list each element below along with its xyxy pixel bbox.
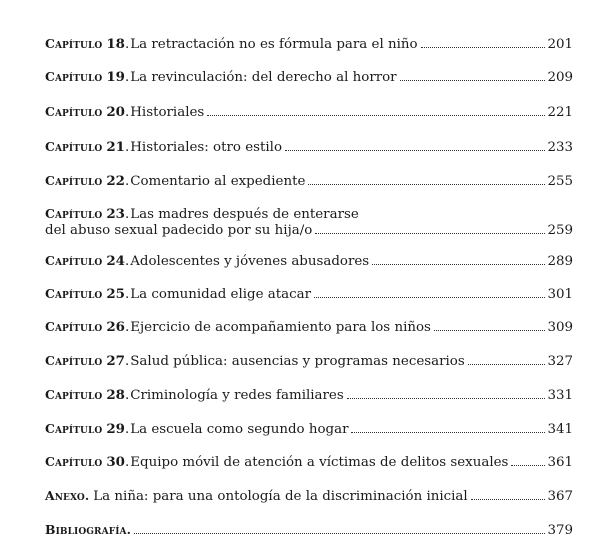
toc-entry-label: Anexo.: [45, 488, 90, 503]
dot-leader: [285, 150, 545, 151]
toc-entry-number: 22: [106, 173, 125, 189]
toc-entry-label: Capítulo: [45, 421, 103, 436]
toc-entry-chapter-30[interactable]: Capítulo 30 . Equipo móvil de atención a víctimas de delitos sexuales 361: [45, 454, 573, 470]
dot-leader: [468, 364, 546, 365]
toc-entry-title: Criminología y redes familiares: [130, 388, 344, 403]
toc-entry-label: Capítulo: [45, 387, 103, 402]
dot-leader: [434, 330, 546, 331]
toc-entry-label: Bibliografía.: [45, 522, 132, 537]
toc-entry-chapter-19[interactable]: Capítulo 19 . La revinculación: del derecho al horror 209: [45, 69, 573, 85]
toc-entry-label: Capítulo: [45, 104, 103, 119]
toc-entry-label: Capítulo: [45, 454, 103, 469]
dot-leader: [471, 499, 546, 500]
toc-entry-page: 233: [547, 140, 573, 155]
toc-entry-chapter-27[interactable]: Capítulo 27 . Salud pública: ausencias y programas necesarios 327: [45, 353, 573, 369]
toc-entry-title: La niña: para una ontología de la discriminación inicial: [93, 489, 468, 504]
toc-entry-chapter-20[interactable]: Capítulo 20 . Historiales 221: [45, 104, 573, 120]
toc-entry-title: Historiales: otro estilo: [130, 140, 283, 155]
toc-entry-label: Capítulo: [45, 139, 103, 154]
toc-entry-page: 201: [547, 37, 573, 52]
toc-entry-number: 28: [106, 387, 125, 403]
toc-entry-page: 289: [547, 254, 573, 269]
toc-entry-title: Historiales: [130, 105, 205, 120]
toc-entry-page: 341: [547, 422, 573, 437]
toc-entry-page: 379: [547, 523, 573, 538]
toc-entry-label: Capítulo: [45, 319, 103, 334]
toc-entry-title: Ejercicio de acompañamiento para los niños: [130, 320, 431, 335]
dot-leader: [207, 115, 545, 116]
toc-entry-label: Capítulo: [45, 36, 103, 51]
toc-entry-number: 30: [106, 454, 125, 470]
toc-entry-page: 331: [547, 388, 573, 403]
toc-entry-title: La revinculación: del derecho al horror: [130, 70, 397, 85]
dot-leader: [372, 264, 545, 265]
toc-entry-bibliography[interactable]: [45, 522, 573, 539]
dot-leader: [308, 184, 545, 185]
dot-leader: [351, 432, 545, 433]
toc-entry-title: La escuela como segundo hogar: [130, 422, 349, 437]
dot-leader: [511, 465, 545, 466]
dot-leader: [400, 80, 546, 81]
dot-leader: [314, 297, 545, 298]
toc-entry-number: 21: [106, 139, 125, 155]
toc-entry-page: 209: [547, 70, 573, 85]
toc-entry-label: Capítulo: [45, 173, 103, 188]
toc-entry-number: 18: [106, 36, 125, 52]
toc-entry-number: 20: [106, 104, 125, 120]
toc-entry-chapter-28[interactable]: Capítulo 28 . Criminología y redes familiares 331: [45, 387, 573, 403]
toc-entry-page: 259: [547, 223, 573, 238]
toc-entry-chapter-23[interactable]: Capítulo 23 . Las madres después de enterarse del abuso sexual padecido por su hija/o 259: [45, 206, 573, 238]
toc-entry-number: 25: [106, 286, 125, 302]
toc-entry-annex[interactable]: [45, 488, 573, 505]
toc-entry-label: Capítulo: [45, 253, 103, 268]
toc-entry-title: Comentario al expediente: [130, 174, 306, 189]
toc-entry-number: 27: [106, 353, 125, 369]
toc-entry-page: 361: [547, 455, 573, 470]
toc-entry-label: Capítulo: [45, 69, 103, 84]
toc-entry-title: Equipo móvil de atención a víctimas de delitos sexuales: [130, 455, 509, 470]
toc-entry-label: Capítulo: [45, 286, 103, 301]
toc-entry-number: 29: [106, 421, 125, 437]
toc-entry-title: La comunidad elige atacar: [130, 287, 312, 302]
dot-leader: [347, 398, 546, 399]
toc-entry-page: 221: [547, 105, 573, 120]
toc-entry-chapter-25[interactable]: Capítulo 25 . La comunidad elige atacar 301: [45, 286, 573, 302]
toc-entry-number: 26: [106, 319, 125, 335]
dot-leader: [421, 47, 546, 48]
toc-entry-chapter-24[interactable]: Capítulo 24 . Adolescentes y jóvenes abusadores 289: [45, 253, 573, 269]
toc-entry-page: 301: [547, 287, 573, 302]
toc-entry-chapter-21[interactable]: Capítulo 21 . Historiales: otro estilo 233: [45, 139, 573, 155]
toc-entry-number: 19: [106, 69, 125, 85]
toc-entry-number: 23: [106, 206, 125, 222]
toc-entry-chapter-26[interactable]: Capítulo 26 . Ejercicio de acompañamiento para los niños 309: [45, 319, 573, 335]
toc-entry-page: 367: [547, 489, 573, 504]
toc-entry-label: Capítulo: [45, 353, 103, 368]
dot-leader: [134, 533, 545, 534]
toc-entry-title: del abuso sexual padecido por su hija/o: [45, 223, 313, 238]
table-of-contents: [45, 30, 573, 538]
toc-entry-title: Salud pública: ausencias y programas necesarios: [130, 354, 465, 369]
toc-entry-page: 309: [547, 320, 573, 335]
toc-entry-title: Adolescentes y jóvenes abusadores: [130, 254, 370, 269]
toc-entry-page: 255: [547, 174, 573, 189]
toc-entry-chapter-18[interactable]: Capítulo 18 . La retractación no es fórmula para el niño 201: [45, 36, 573, 52]
toc-entry-chapter-22[interactable]: Capítulo 22 . Comentario al expediente 255: [45, 173, 573, 189]
toc-entry-label: Capítulo: [45, 206, 103, 221]
toc-entry-title: La retractación no es fórmula para el niño: [130, 37, 418, 52]
dot-leader: [315, 233, 545, 234]
toc-entry-title-line1: Las madres después de enterarse: [130, 207, 359, 222]
toc-entry-chapter-29[interactable]: Capítulo 29 . La escuela como segundo hogar 341: [45, 421, 573, 437]
toc-entry-number: 24: [106, 253, 125, 269]
toc-entry-page: 327: [547, 354, 573, 369]
